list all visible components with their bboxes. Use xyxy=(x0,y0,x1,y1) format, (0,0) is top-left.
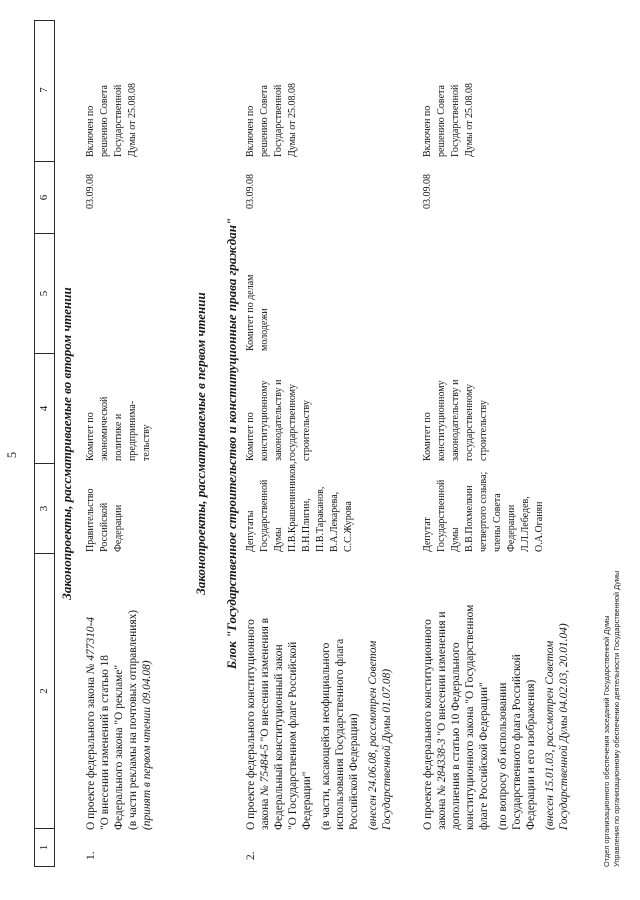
title-note-line: (принят в первом чтении 09.04.08) xyxy=(141,660,153,830)
cell-line: законодательству и xyxy=(450,379,461,461)
cell-line: Государственной xyxy=(273,84,284,157)
committee-cell xyxy=(244,355,394,465)
title-line: флаге Российской Федерации" xyxy=(478,682,490,830)
title-line xyxy=(84,555,98,830)
section-heading-second-reading: Законопроекты, рассматриваемые во втором чтении xyxy=(59,287,74,600)
title-text: закона xyxy=(436,795,448,830)
cocommittee-cell xyxy=(244,235,394,355)
date-cell: 03.09.08 xyxy=(85,174,96,209)
cell-line: Государственной xyxy=(450,84,461,157)
header-cell-7: 7 xyxy=(35,19,54,162)
cell-line: решению Совета xyxy=(259,85,270,157)
row-number: 2. xyxy=(245,851,257,860)
cell-line: предпринима- xyxy=(127,400,138,461)
title-line: дополнения в статью 10 Федерального xyxy=(450,642,462,830)
cell-line: молодежи xyxy=(259,308,270,351)
initiator-cell xyxy=(244,461,394,555)
cell-line: Федерации xyxy=(113,504,124,552)
cell-line: Правительство xyxy=(85,488,96,552)
cell-line: строительству xyxy=(478,400,489,461)
title-note-line: Государственной Думы 01.07.08) xyxy=(381,668,393,830)
title-line: (в части рекламы на почтовых отправлениях) xyxy=(127,609,139,830)
bill-row xyxy=(244,20,394,867)
section-heading-block: Блок "Государственное строительство и конституционные права граждан" xyxy=(224,217,239,670)
cell-line: экономической xyxy=(99,396,110,461)
cell-line: Включен по xyxy=(85,105,96,157)
cell-line: политике и xyxy=(113,413,124,461)
title-text: закона xyxy=(259,795,271,830)
cell-line: Думы xyxy=(450,527,461,552)
committee-cell xyxy=(421,355,571,465)
bill-number: № 477310-4 xyxy=(85,616,97,675)
bill-title xyxy=(421,555,571,830)
bill-title xyxy=(244,555,394,830)
cell-line: тельству xyxy=(141,424,152,461)
title-line: Российской Федерации) xyxy=(348,713,360,830)
header-cell-1: 1 xyxy=(38,844,50,851)
cell-line: Думы от 25.08.08 xyxy=(464,83,475,157)
cell-line: Включен по xyxy=(422,105,433,157)
title-line: (по вопросу об использовании xyxy=(497,682,509,830)
cell-line: П.В.Тараканов, xyxy=(315,486,326,552)
date-cell: 03.09.08 xyxy=(245,174,256,209)
cell-line: Думы от 25.08.08 xyxy=(127,83,138,157)
cell-line: Депутаты xyxy=(245,510,256,552)
note-cell xyxy=(421,20,571,163)
bill-row xyxy=(421,20,571,867)
cell-line: Государственной xyxy=(113,84,124,157)
title-text: "О внесении изменения в xyxy=(259,617,271,745)
table-header-row xyxy=(34,20,55,867)
cell-line: Государственной xyxy=(259,479,270,552)
cell-line: В.В.Похмелкин xyxy=(464,485,475,552)
cell-line: П.В.Крашенинников, xyxy=(287,461,298,552)
cell-line: Л.Л.Лебедев, xyxy=(520,496,531,552)
cell-line: С.С.Журова xyxy=(343,501,354,552)
title-line: О проекте федерального конституционного xyxy=(245,619,257,830)
title-line xyxy=(258,555,272,830)
cell-line: Федерации xyxy=(506,504,517,552)
header-cell-5: 5 xyxy=(35,234,54,354)
title-line: Федерации" xyxy=(301,771,313,830)
cell-line: законодательству и xyxy=(273,379,284,461)
cell-line: Депутат xyxy=(422,517,433,552)
title-text: О проекте федерального закона xyxy=(85,674,97,830)
committee-cell xyxy=(84,355,154,465)
cell-line: Комитет по делам xyxy=(245,274,256,351)
header-cell-4: 4 xyxy=(35,354,54,464)
cell-line: конституционному xyxy=(436,380,447,461)
title-note-line: (внесен 24.06.08, рассмотрен Советом xyxy=(367,640,379,830)
title-line: Федерального закона "О рекламе" xyxy=(113,664,125,830)
cell-line: В.Н.Плигин, xyxy=(301,498,312,552)
initiator-cell xyxy=(421,465,571,555)
cell-line: Российской xyxy=(99,502,110,552)
header-cell-6: 6 xyxy=(35,162,54,234)
cell-line: Комитет по xyxy=(85,412,96,461)
cell-line: Думы от 25.08.08 xyxy=(287,83,298,157)
title-note-line: Государственной Думы 04.02.03, 20.01.04) xyxy=(558,623,570,830)
row-number: 1. xyxy=(85,851,97,860)
bill-number: № 284338-3 xyxy=(436,738,448,796)
cell-line: решению Совета xyxy=(99,85,110,157)
agenda-table xyxy=(34,20,571,867)
title-line xyxy=(435,555,449,830)
title-line: "О Государственном флаге Российской xyxy=(287,641,299,830)
cell-line: Государственной xyxy=(436,479,447,552)
bill-row xyxy=(84,20,154,867)
title-line: использования Государственного флага xyxy=(334,638,346,830)
cell-line: конституционному xyxy=(259,380,270,461)
cell-line: решению Совета xyxy=(436,85,447,157)
title-line: (в части, касающейся неофициального xyxy=(320,642,332,830)
cell-line: Комитет по xyxy=(422,412,433,461)
bill-number: № 75484-5 xyxy=(259,744,271,796)
cell-line: государственному xyxy=(287,383,298,461)
cell-line: строительству xyxy=(301,400,312,461)
footer-note xyxy=(602,571,621,867)
cell-line: четвертого созыва; xyxy=(478,471,489,552)
initiator-cell xyxy=(84,465,154,555)
footer-line: Управления по организационному обеспечению деятельности Государственной Думы xyxy=(611,570,621,867)
title-line: "О внесении изменений в статью 18 xyxy=(99,655,111,830)
title-note-line: (внесен 15.01.03, рассмотрен Советом xyxy=(544,640,556,830)
title-line: конституционного закона "О Государственном xyxy=(464,604,476,830)
title-line: Федеральный конституционный закон xyxy=(273,644,285,830)
date-cell: 03.09.08 xyxy=(422,174,433,209)
cell-line: О.А.Оганян xyxy=(534,501,545,552)
title-line: Государственного флага Российской xyxy=(511,654,523,830)
cell-line: Комитет по xyxy=(245,412,256,461)
row-number xyxy=(421,830,571,867)
section-heading-first-reading: Законопроекты, рассматриваемые в первом чтении xyxy=(193,292,208,595)
cell-line: члены Совета xyxy=(492,493,503,552)
header-cell-2: 2 xyxy=(35,554,54,829)
cell-line: Включен по xyxy=(245,105,256,157)
note-cell xyxy=(84,20,154,163)
note-cell xyxy=(244,20,394,163)
bill-title xyxy=(84,555,154,830)
header-cell-3: 3 xyxy=(35,464,54,554)
cocommittee-cell xyxy=(84,235,154,355)
cocommittee-cell xyxy=(421,235,571,355)
footer-line: Отдел организационного обеспечения заседаний Государственной Думы xyxy=(602,615,611,867)
title-text: "О внесении изменения и xyxy=(436,611,448,739)
title-line: О проекте федерального конституционного xyxy=(422,619,434,830)
page-number: 5 xyxy=(5,451,19,459)
cell-line: Думы xyxy=(273,527,284,552)
cell-line: государственному xyxy=(464,383,475,461)
cell-line: В.А.Лекарева, xyxy=(329,491,340,552)
title-line: Федерации и его изображения) xyxy=(525,679,537,830)
